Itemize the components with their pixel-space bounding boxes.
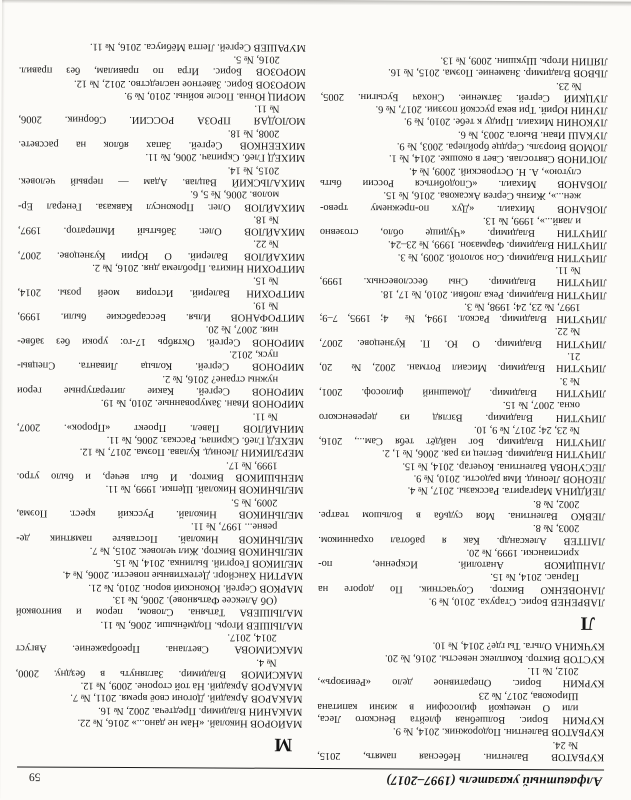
entry-line: МОЛОДАЯ ПРОЗА РОССИИ. Сборник. 2006, (18, 113, 306, 127)
index-entry (321, 65, 608, 79)
entry-line: (Об Алексее Фатьянове). 2006, № 13. (112, 593, 277, 606)
scan-edge-shadow (2, 0, 631, 7)
entry-line: МОРИЦ Юнна. После войны. 2010, № 9. (124, 89, 306, 102)
page-number: 59 (28, 770, 41, 783)
entry-line: МЕРЗЛИКИН Леонид. Кулава. Поэма. 2017, № 12. (79, 446, 304, 459)
entry-line: МАКАНИН Владимир. Предтеча. 2002, № 16. (98, 704, 303, 717)
entry-line: слугою», А. Н. Островский. 2009, № 4. (409, 165, 582, 178)
entry-line: ЛУЦКИЙ Сергей. Затмение. Снохач Бусыгин. 2005, (320, 90, 608, 104)
index-entry (319, 458, 606, 472)
entry-line: ЛИЧУТИН Владимир. Сон золотой. 2009, № 3. (397, 251, 607, 264)
entry-line: нужны стране? 2016, № 2. (162, 372, 279, 385)
index-entry (16, 592, 303, 618)
entry-line: христиански. 1999, № 20. (466, 546, 580, 559)
index-entry (17, 408, 304, 434)
entry-line: КУСТОВ Виктор. Комплекс невесты. 2016, № 20. (384, 651, 605, 665)
entry-line: МИРОНОВ Иван. Замурованные. 2010, № 19. (100, 397, 305, 410)
index-entry (321, 77, 608, 103)
entry-line: МИХАЙЛОВ Олег. Забытый Император. 1997, (17, 224, 305, 238)
index-entry (320, 237, 607, 251)
entry-line: ЛУКАШ Иван. Вьюга. 2003, № 6. (458, 128, 608, 141)
entry-line: окна. 2007, № 15. (502, 399, 581, 411)
entry-line: МИХАЙЛОВ Олег. Проконсул Кавказа. Генерал Ер- (17, 199, 306, 213)
entry-line: ЛИЧУТИН Владимир. Мисаил Ротман. 2002, № 20, (319, 361, 607, 374)
entry-line: № 11. (555, 264, 581, 276)
entry-line: № 23. (556, 79, 582, 91)
entry-line: 1997, № 23, 24; 1998, № 3. (464, 300, 581, 313)
index-entry (17, 346, 304, 372)
index-entry (16, 629, 303, 655)
index-entry (16, 580, 303, 594)
entry-line: МИХЕД Глеб. Скрипач. 2006, № 11. (145, 151, 306, 164)
entry-line: МЕЛЬНИКОВ Николай. Русский крест. Поэма, (16, 507, 304, 520)
entry-line: МОРОЗОВ Борис. Игра по правилам, без правил. (18, 64, 306, 78)
entry-line: МАЛЫШЕВА Татьяна. Словом, пером и винтовкой (15, 605, 303, 619)
entry-line: ЛИЧУТИН Владимир. Раскол. 1994, № 4; 1995, 7–9; (319, 312, 607, 325)
entry-line: МЕЛИКОВ Георгий. Былинка. 2014, № 15. (113, 557, 304, 570)
entry-line: № 18. (253, 213, 279, 225)
entry-line: МИХАЛЬСКИЙ Вацлав. Адам — первый человек. (18, 175, 306, 188)
entry-line: 2016, № 5. (233, 53, 280, 65)
entry-line: ЛЕЙДИНА Маргарита. Рассказы. 2017, № 4. (407, 484, 606, 497)
entry-line: ЛИЧУТИН Владимир. Беглец из рая. 2006, № 1, 2. (381, 447, 606, 460)
entry-line: 1999, № 17. (226, 459, 278, 471)
index-entry (19, 51, 306, 77)
entry-line: МАКАРОВ Аркадий. На той стороне. 2009, № 12. (80, 679, 303, 693)
index-entry (15, 691, 302, 705)
entry-line: № 23, 24; 2017, № 9, 10. (473, 423, 580, 436)
entry-line: ЛИЧУТИН Владимир. Домашний философ. 2001, (319, 386, 607, 399)
index-entry (319, 446, 606, 460)
entry-line: и лаяй...», 1999, № 13. (482, 214, 581, 227)
index-entry (318, 520, 605, 546)
index-entry (318, 495, 605, 521)
index-entry (15, 715, 302, 729)
entry-line: ЛУНИН Юрий. Три века русской поэзии. 2017, № 6. (375, 103, 608, 116)
entry-line: 2009, № 5. (231, 496, 278, 508)
entry-line: 21. (567, 350, 581, 362)
entry-line: МАРКОВ Сергей. Юконский ворон. 2010, № 21. (88, 581, 304, 594)
entry-line: ЛИЧУТИН Владимир. Фармазон. 1999, № 23–24. (388, 238, 607, 251)
section-letter: Л (580, 612, 595, 634)
index-entry (17, 297, 304, 323)
index-entry (18, 186, 305, 212)
entry-line: МАРТИН Хансйорг. Детективные повести. 2006, № 4. (62, 569, 304, 582)
index-columns (15, 39, 608, 763)
entry-line: КУРКИН Борис. Оперативное дело «Ревизоръ», (317, 676, 605, 689)
index-entry (18, 149, 305, 163)
index-entry (317, 724, 604, 738)
entry-line: МЕХЕД Глеб. Скрипач. Рассказ. 2006, № 11. (106, 434, 304, 447)
entry-line: ЛОБАНОВ Михаил. «Сподобиться России быть (320, 176, 608, 190)
entry-line: МИРОНОВ Сергей. Октябрь 17-го: уроки без забве- (17, 335, 305, 348)
index-entry (320, 286, 607, 300)
entry-line: ЛИЧУТИН Владимир. Взгляд из деревенского (318, 410, 606, 424)
index-entry (16, 494, 303, 520)
entry-line: ЛОМОВ Виорэль. Сердце бройлера. 2003, № 9. (396, 140, 608, 153)
entry-line: МИТРОХИН Валерий. История моей розы. 2014, (17, 286, 305, 299)
entry-line: МЕЛЬНИКОВ Виктор. Жил человек. 2015, № 7. (89, 544, 304, 557)
entry-line: МИРОНОВ Сергей. Какие литературные герои (17, 384, 305, 397)
index-entry (17, 371, 304, 397)
entry-line: МИТРОФАНОВ Илья. Бессарабские были. 1999, (17, 310, 305, 324)
entry-line: № 15. (253, 274, 279, 287)
entry-line: МАКАРОВ Аркадий. Догони своё время. 2011, № 7. (70, 692, 303, 705)
entry-line: ревне... 1997, № 11. (190, 520, 278, 533)
index-entry (17, 395, 304, 409)
index-entry (319, 299, 606, 325)
entry-line: ЛЬВОВ Владимир. Знамение. Поэма. 2015, № 16. (388, 66, 608, 79)
index-entry (17, 457, 304, 483)
entry-line: ЛОГИНОВ Святослав. Свет в окошке. 2014, № 1. (388, 152, 608, 165)
running-header (15, 767, 604, 789)
entry-line: 2015, № 14. (227, 164, 280, 176)
index-entry (17, 432, 304, 446)
entry-line: ЛАНОВЕНКО Виктор. Соучастник. По дороге на (317, 582, 606, 596)
entry-line: ЛАПТЕВ Александр. Как я работал охранником. (318, 533, 606, 547)
index-entry (17, 445, 304, 459)
entry-line: ЛЕВКО Валентина. Моя судьба в Большом театре. (318, 508, 606, 522)
entry-line: МАЛЫШЕВ Игорь. Подмёныши. 2006, № 11. (100, 618, 303, 631)
entry-line: ЛИЧУТИН Владимир. Сны бессловесных. 1999, (319, 275, 607, 288)
index-entry (17, 322, 304, 348)
index-entry (19, 76, 306, 90)
entry-line: МИРОНОВ Сергей. Кольца Ливанта. Спецвы- (17, 359, 305, 373)
entry-line: КУРБАТОВ Валентин. Небесная память, 2015, (317, 750, 605, 763)
index-entry (318, 594, 605, 608)
entry-line: МАКСИМОВА Светлана. Преображение. Август (15, 642, 303, 656)
entry-line: 2014, 2017. (227, 631, 277, 643)
entry-line: жен...», Жизнь Сергея Аксакова. 2016, № 15. (383, 189, 582, 202)
index-entry (18, 211, 305, 237)
index-entry (18, 125, 305, 151)
index-entry (16, 518, 303, 544)
entry-line: ЛЕОНОВ Леонид. Имя радости. 2010, № 9. (413, 472, 606, 485)
entry-line: 2003, № 8. (533, 522, 580, 534)
entry-line: ЛИЧУТИН Владимир. «Чудище обло, стозевно (319, 226, 607, 239)
index-entry (18, 272, 305, 298)
index-entry (320, 249, 607, 263)
index-entry (318, 569, 605, 595)
index-entry (320, 114, 607, 128)
index-entry (19, 88, 306, 102)
index-entry (16, 654, 303, 680)
index-entry (320, 262, 607, 288)
entry-line: МИХАЙЛОВ Валерий. О Юрии Кузнецове. 2007, (17, 249, 305, 262)
entry-line: 2002, № 8. (533, 497, 580, 510)
entry-line: ЛЕСУНОВА Валентина. Кочегар. 2014, № 15. (402, 460, 606, 473)
entry-line: ЛУКОНИН Михаил. Приду к тебе. 2010, № 9. (403, 115, 608, 128)
entry-line: № 11. (252, 410, 278, 422)
entry-line: № 19. (252, 299, 279, 311)
index-entry (18, 100, 305, 126)
entry-line: КУЧКИНА Ольга. Ты где? 2014, № 10. (432, 639, 605, 652)
entry-line: № 22. (253, 238, 279, 250)
index-entry (320, 139, 607, 153)
index-entry (319, 323, 606, 349)
section-letter: М (274, 733, 293, 755)
entry-line: МИНАЙЛОВ Павел. Проект «Пророк». 2007, (16, 421, 304, 434)
index-entry (319, 348, 606, 374)
entry-line: МИТРОХИН Никита. Проблема дня. 2016, № 2. (92, 261, 305, 274)
entry-line: ЛИЧУТИН Владимир. Бог найдёт тебя Сам..., 2016, (318, 435, 606, 448)
entry-line: КУРБАТОВ Валентин. Подорожник. 2014, № 9. (393, 725, 605, 738)
entry-line: ЛАВРЕНЕВ Борис. Старуха. 2010, № 9. (428, 595, 605, 608)
index-entry (320, 213, 607, 239)
index-entry (15, 703, 302, 717)
index-entry (317, 736, 604, 762)
index-entry (320, 151, 607, 165)
index-entry (317, 687, 604, 725)
entry-line: 2012, № 11. (527, 665, 579, 677)
entry-line: № 24. (552, 738, 579, 751)
entry-line: МИХЕЕНКОВ Сергей. Запах яблок на рассвете. (18, 138, 306, 151)
entry-line: МЕЛЬНИКОВ Николай. Щепки. 1999, № 11. (105, 483, 304, 496)
index-entry (16, 543, 303, 557)
entry-line: или О немецкой философии в жизни капитана (317, 700, 579, 714)
entry-line: № 11. (254, 102, 280, 114)
index-entry (317, 663, 604, 689)
index-entry (318, 638, 605, 652)
entry-line: МАКСИМОВ Владимир. Заглянуть в бездну. 2000, (15, 667, 303, 680)
entry-line: МОРОЗОВ Борис. Заветное наследство. 2012, № 12. (74, 77, 306, 90)
index-entry (16, 568, 303, 582)
entry-line: № 22. (554, 325, 581, 337)
index-entry (319, 471, 606, 485)
column-right (15, 39, 306, 761)
index-entry (19, 39, 306, 53)
index-entry (319, 483, 606, 497)
entry-line: ния. 2007, № 20. (205, 323, 279, 336)
entry-line: МУРАШЕВ Сергей. Лепта Мёбиуса. 2016, № 11. (89, 40, 306, 53)
index-entry (15, 678, 302, 692)
entry-line: ЛОБАНОВ Михаил. «Дух по-прежнему трево- (319, 201, 608, 215)
index-entry (320, 188, 607, 214)
entry-line: молов. 2006, № 5, 6. (190, 188, 280, 201)
index-entry (16, 555, 303, 569)
entry-line: КУРКИН Борис. Волшебная флейта Венского Леса, (317, 713, 605, 726)
index-entry (319, 397, 606, 423)
entry-line: № 3. (559, 374, 581, 387)
index-entry (17, 481, 304, 495)
column-left (317, 40, 608, 762)
index-entry (320, 163, 607, 189)
entry-line: ЛЯПИН Игорь. Шукшин. 2009, № 13. (440, 54, 608, 67)
index-entry (18, 162, 305, 188)
index-entry (18, 260, 305, 274)
header-title: Алфавитный указатель (1997–2017) (386, 773, 603, 790)
scan-edge-side-shadow (0, 0, 5, 798)
index-entry (16, 617, 303, 631)
entry-line: МЕЛЬНИКОВ Николай. Поставьте памятник де- (16, 531, 304, 545)
index-entry (18, 236, 305, 262)
index-entry (319, 372, 606, 398)
index-entry (320, 102, 607, 116)
entry-line: МЕНЬШИКОВ Виктор. И был вечер, и было утро. (16, 470, 304, 484)
entry-line: ЛИЧУТИН Владимир. О Ю. П. Кузнецове. 2007, (319, 336, 607, 350)
index-entry (319, 422, 606, 448)
index-entry (321, 53, 608, 67)
entry-line: ЛАНЩИКОВ Анатолий. Искренне, по- (318, 558, 606, 571)
index-entry (318, 650, 605, 664)
entry-line: МАЙОРОВ Николай. «Нам не дано...» 2016, № 22. (77, 716, 303, 729)
entry-line: пуск, 2012. (229, 348, 279, 360)
entry-line: ЛИЧУТИН Владимир. Река любви. 2010, № 17, 18. (380, 287, 607, 301)
entry-line: 2008, № 18. (227, 127, 280, 139)
entry-line: № 4. (256, 656, 277, 668)
index-entry (318, 545, 605, 571)
index-entry (320, 126, 607, 140)
entry-line: Парнас. 2014, № 15. (490, 571, 580, 583)
entry-line: Широкова, 2017, № 23 (478, 689, 579, 701)
